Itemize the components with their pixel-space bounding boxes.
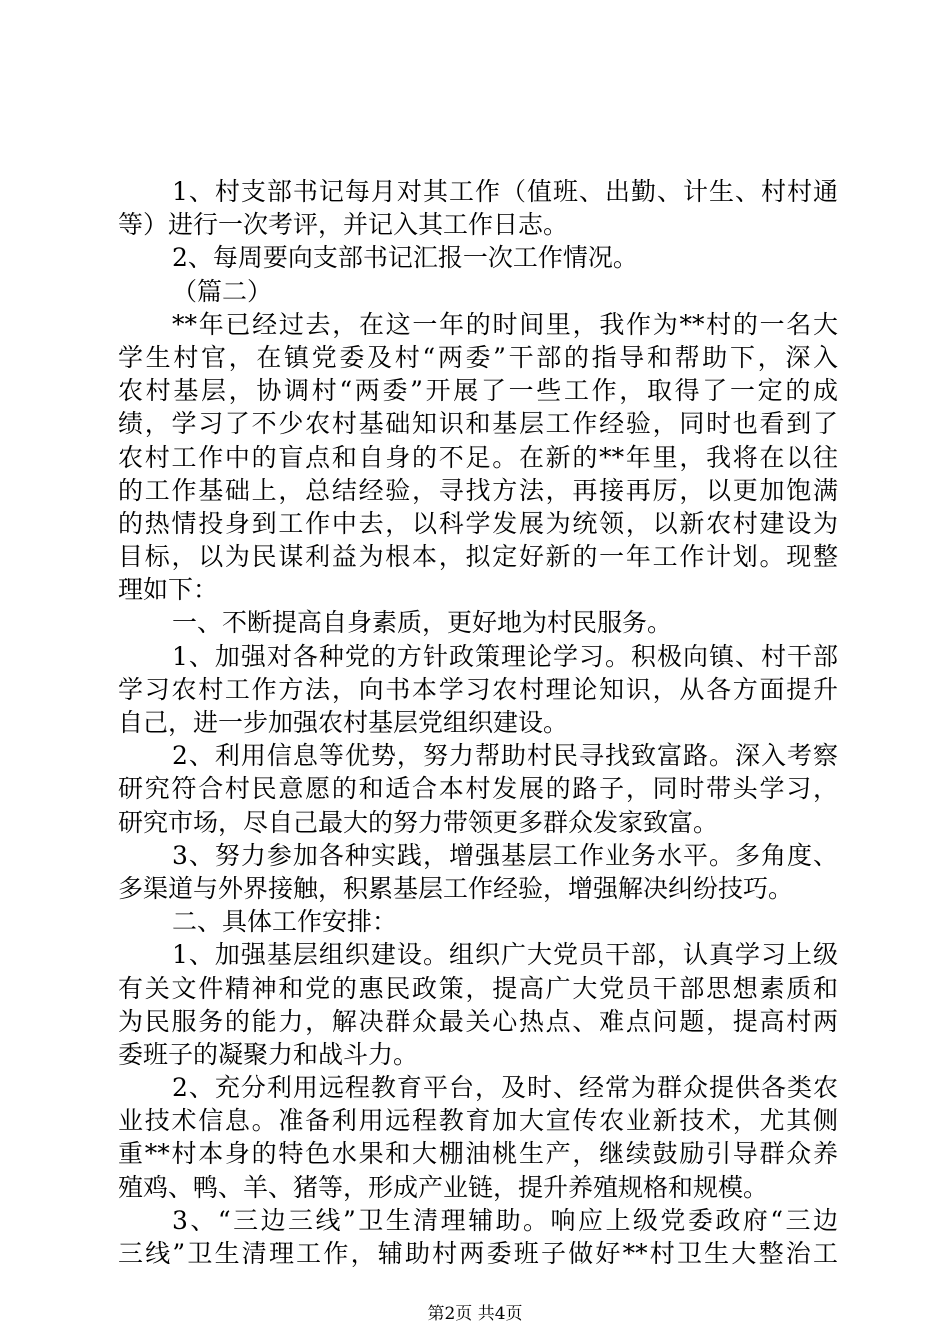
text-line: 研究符合村民意愿的和适合本村发展的路子，同时带头学习， <box>118 774 838 804</box>
text-line: 三线”卫生清理工作，辅助村两委班子做好**村卫生大整治工 <box>118 1239 838 1268</box>
text-line: 殖鸡、鸭、羊、猪等，形成产业链，提升养殖规格和规模。 <box>118 1172 769 1202</box>
text-line: 3、努力参加各种实践，增强基层工作业务水平。多角度、 <box>172 840 838 870</box>
text-line: 多渠道与外界接触，积累基层工作经验，增强解决纠纷技巧。 <box>118 873 794 903</box>
text-line: 绩，学习了不少农村基础知识和基层工作经验，同时也看到了 <box>118 409 838 439</box>
text-line: 等）进行一次考评，并记入其工作日志。 <box>118 210 569 240</box>
page-footer: 第2页 共4页 <box>427 1304 523 1324</box>
text-line: 学生村官，在镇党委及村“两委”干部的指导和帮助下，深入 <box>118 342 838 372</box>
text-line: 为民服务的能力，解决群众最关心热点、难点问题，提高村两 <box>118 1006 838 1036</box>
text-line: 自己，进一步加强农村基层党组织建设。 <box>118 708 569 737</box>
text-line: 2、充分利用远程教育平台，及时、经常为群众提供各类农 <box>172 1073 838 1103</box>
text-line: 2、利用信息等优势，努力帮助村民寻找致富路。深入考察 <box>172 741 838 771</box>
text-line: （篇二） <box>172 276 273 306</box>
text-line: 二、具体工作安排： <box>172 907 398 937</box>
text-line: 有关文件精神和党的惠民政策，提高广大党员干部思想素质和 <box>118 973 838 1003</box>
text-line: 理如下： <box>118 575 219 605</box>
text-line: **年已经过去，在这一年的时间里，我作为**村的一名大 <box>172 309 838 339</box>
text-line: 学习农村工作方法，向书本学习农村理论知识，从各方面提升 <box>118 674 838 704</box>
text-line: 研究市场，尽自己最大的努力带领更多群众发家致富。 <box>118 807 719 837</box>
text-line: 农村工作中的盲点和自身的不足。在新的**年里，我将在以往 <box>118 442 838 472</box>
text-line: 农村基层，协调村“两委”开展了一些工作，取得了一定的成 <box>118 376 838 406</box>
text-line: 的热情投身到工作中去，以科学发展为统领，以新农村建设为 <box>118 508 838 538</box>
text-line: 2、每周要向支部书记汇报一次工作情况。 <box>172 243 638 273</box>
text-line: 重**村本身的特色水果和大棚油桃生产，继续鼓励引导群众养 <box>118 1139 838 1169</box>
text-line: 的工作基础上，总结经验，寻找方法，再接再厉，以更加饱满 <box>118 475 838 505</box>
text-line: 目标，以为民谋利益为根本，拟定好新的一年工作计划。现整 <box>118 542 838 572</box>
text-line: 一、不断提高自身素质，更好地为村民服务。 <box>172 608 673 638</box>
text-line: 1、加强对各种党的方针政策理论学习。积极向镇、村干部 <box>172 641 838 671</box>
text-line: 委班子的凝聚力和战斗力。 <box>118 1039 419 1069</box>
text-line: 1、村支部书记每月对其工作（值班、出勤、计生、村村通 <box>172 177 838 206</box>
text-line: 1、加强基层组织建设。组织广大党员干部，认真学习上级 <box>172 940 838 970</box>
text-line: 3、“三边三线”卫生清理辅助。响应上级党委政府“三边 <box>172 1205 838 1235</box>
document-body <box>118 175 838 1270</box>
text-line: 业技术信息。准备利用远程教育加大宣传农业新技术，尤其侧 <box>118 1106 838 1136</box>
